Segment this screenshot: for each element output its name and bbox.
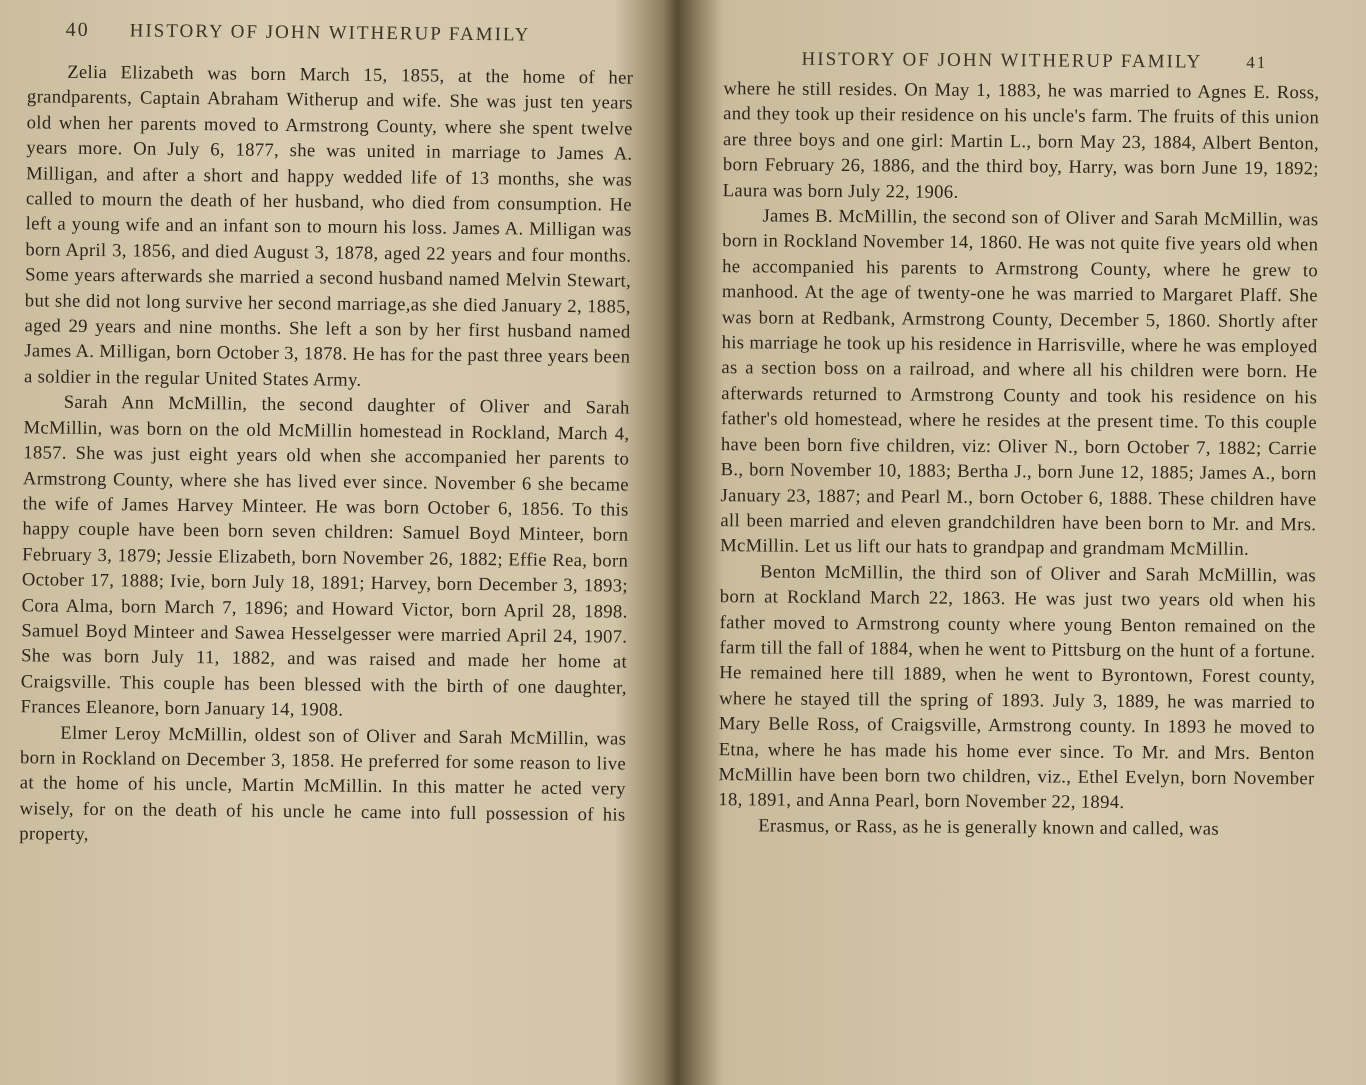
right-paragraph-3: Benton McMillin, the third son of Oliver and Sarah McMillin, was born at Rockland March 22, 1863. He was just two years old when his father moved to Armstrong county where young Benton remained on the farm till the fall of 1884, when he went to Pittsburg on the hunt of a fortune. He remained here till 1889, when he went to Byrontown, Forest county, where he stayed till the spring of 1893. July 3, 1889, he was married to Mary Belle Ross, of Craigsville, Armstrong county. In 1893 he moved to Etna, where he has made his home ever since. To Mr. and Mrs. Benton McMillin have been born two children, viz., Ethel Evelyn, born November 18, 1891, and Anna Pearl, born November 22, 1894. (718, 561, 1317, 814)
right-paragraph-2: James B. McMillin, the second son of Oliver and Sarah McMillin, was born in Rockland November 14, 1860. He was not quite five years old when he accompanied his parents to Armstrong County, where he grew to manhood. At the age of twenty-one he was married to Margaret Plaff. She was born at Redbank, Armstrong County, December 5, 1860. Shortly after his marriage he took up his residence in Harrisville, where he was employed as a section boss on a railroad, and where all his children were born. He afterwards returned to Armstrong County and took his residence on his father's old homestead, where he resides at the present time. To this couple have been born five children, viz: Oliver N., born October 7, 1882; Carrie B., born November 10, 1883; Bertha J., born June 12, 1885; James A., born January 23, 1887; and Pearl M., born October 6, 1888. These children have all been married and eleven grandchildren have been born to Mr. and Mrs. McMillin. Let us lift our hats to grandpap and grandmam McMillin. (720, 205, 1319, 561)
right-paragraph-1: where he still resides. On May 1, 1883, he was married to Agnes E. Ross, and they took up their residence on his uncle's farm. The fruits of this union are three boys and one girl: Martin L., born May 23, 1884, Albert Benton, born February 26, 1886, and the third boy, Harry, was born June 19, 1892; Laura was born July 22, 1906. (722, 78, 1320, 203)
right-page-number: 41 (1246, 52, 1268, 72)
left-paragraph-1: Zelia Elizabeth was born March 15, 1855, at the home of her grandparents, Captain Abraham Witherup and wife. She was just ten years old when her parents moved to Armstrong County, where she spent twelve years more. On July 6, 1877, she was united in marriage to James A. Milligan, and after a short and happy wedded life of 13 months, she was called to mourn the death of her husband, who died from consumption. He left a young wife and an infant son to mourn his loss. James A. Milligan was born April 3, 1856, and died August 3, 1878, aged 22 years and four months. Some years afterwards she married a second husband named Melvin Stewart, but she did not long survive her second marriage,as she died January 2, 1885, aged 29 years and nine months. She left a son by her first husband named James A. Milligan, born October 3, 1878. He has for the past three years been a soldier in the regular United States Army. (23, 61, 634, 391)
left-paragraph-3: Elmer Leroy McMillin, oldest son of Oliver and Sarah McMillin, was born in Rockland on December 3, 1858. He preferred for some reason to live at the home of his uncle, Martin McMillin. In this matter he acted very wisely, for on the death of his uncle he came into full possession of his property, (19, 722, 627, 846)
left-running-title: HISTORY OF JOHN WITHERUP FAMILY (129, 20, 531, 46)
right-paragraph-4: Erasmus, or Rass, as he is generally known and called, was (758, 815, 1220, 840)
left-running-head (28, 18, 634, 47)
right-running-title: HISTORY OF JOHN WITHERUP FAMILY (801, 48, 1203, 73)
left-paragraph-2: Sarah Ann McMillin, the second daughter of Oliver and Sarah McMillin, was born on the old McMillin homestead in Rockland, March 4, 1857. She was just eight years old when she accompanied her parents to Armstrong County, where she has lived ever since. November 6 she became the wife of James Harvey Minteer. He was born October 6, 1856. To this happy couple have been born seven children: Samuel Boyd Minteer, born February 3, 1879; Jessie Elizabeth, born November 26, 1882; Effie Rea, born October 17, 1888; Ivie, born July 18, 1891; Harvey, born December 3, 1893; Cora Alma, born March 7, 1896; and Howard Victor, born April 28, 1898. Samuel Boyd Minteer and Sawea Hesselgesser were married April 24, 1907. She was born July 11, 1882, and was raised and made her home at Craigsville. This couple has been blessed with the birth of one daughter, Frances Eleanore, born January 14, 1908. (20, 391, 630, 721)
left-page-number: 40 (65, 18, 90, 41)
right-running-head (802, 49, 1320, 75)
left-page (0, 0, 660, 853)
right-page (694, 0, 1340, 843)
